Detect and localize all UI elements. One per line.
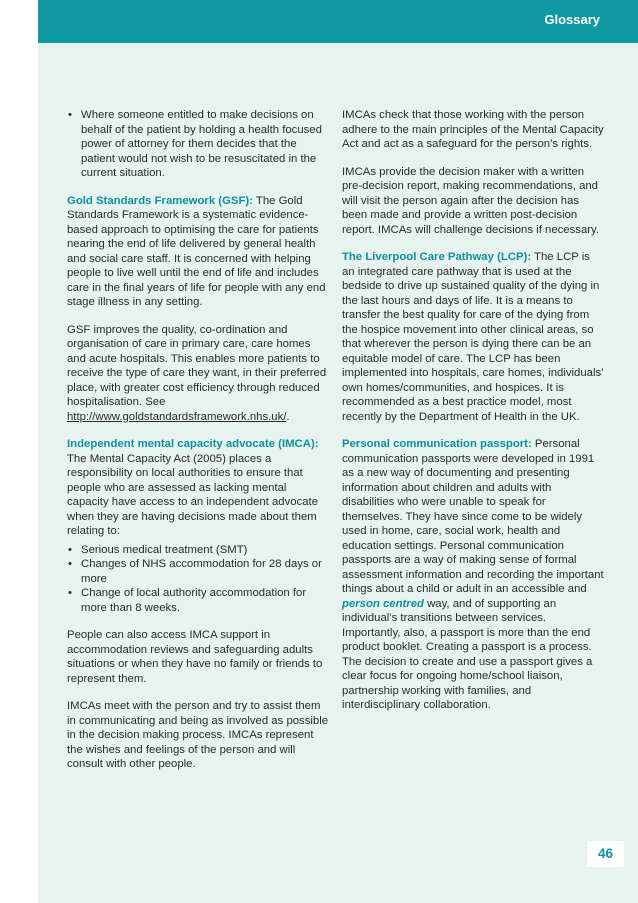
gsf-text: The Gold Standards Framework is a systematic evidence-based approach to optimising the care for patients nearing the end of life delivered by general health and social care staff. It is concerned with helping people to live well until the end of life and includes care in the final years of life for people with any end stage illness in any setting. bbox=[67, 194, 326, 308]
imca-paragraph-5: IMCAs provide the decision maker with a written pre-decision report, making recommendations, and will visit the person again after the decision has been made and provide a written post-decision report. IMCAs will challenge decisions if necessary. bbox=[342, 165, 600, 236]
imca-definition bbox=[67, 437, 329, 539]
page-number: 46 bbox=[587, 841, 624, 867]
pcp-emphasis: person centred bbox=[342, 597, 424, 610]
list-item: • Change of local authority accommodation for more than 8 weeks. bbox=[67, 586, 329, 615]
pcp-text-a: Personal communication passports were developed in 1991 as a new way of documenting and presenting information about children and adults with disabilities who were unable to speak for themselves. They have since come to be widely used in home, care, social work, health and education settings. Personal communication passports are a way of making sense of formal assessment information and recording the important things about a child or adult in an accessible and bbox=[342, 438, 604, 595]
list-item: • Serious medical treatment (SMT) bbox=[67, 543, 329, 558]
gsf-definition bbox=[67, 194, 329, 310]
gsf-para2: GSF improves the quality, co-ordination and organisation of care in primary care, care homes and acute hospitals. This enables more patients to receive the type of care they want, in their preferred place, with greater cost efficiency through reduced hospitalisation. See bbox=[67, 323, 327, 408]
lcp-text: The LCP is an integrated care pathway that is used at the bedside to drive up sustained quality of the dying in the last hours and days of life. It is a means to transfer the best quality for care of the dying from the hospice movement into other clinical areas, so that wherever the person is dying there can be an equitable model of care. The LCP has been implemented into hospitals, care homes, individuals’ own homes/communities, and hospices. It is recommended as a best practice model, most recently by the Department of Health in the UK. bbox=[342, 251, 604, 423]
left-column bbox=[67, 108, 329, 785]
gsf-paragraph bbox=[67, 323, 329, 425]
gsf-term: Gold Standards Framework (GSF): bbox=[67, 194, 253, 207]
section-title: Glossary bbox=[544, 12, 600, 27]
intro-bullet-list bbox=[67, 108, 329, 181]
pcp-definition bbox=[342, 437, 604, 713]
imca-text: The Mental Capacity Act (2005) places a responsibility on local authorities to ensure that people who are assessed as lacking mental capacity have access to an independent advocate when they are having decisions made about them relating to: bbox=[67, 452, 318, 537]
imca-paragraph-4: IMCAs check that those working with the person adhere to the main principles of the Mental Capacity Act and act as a safeguard for the person’s rights. bbox=[342, 109, 604, 150]
imca-paragraph-2: People can also access IMCA support in accommodation reviews and safeguarding adults situations or when they have no family or friends to represent them. bbox=[67, 629, 323, 685]
imca-term: Independent mental capacity advocate (IMCA): bbox=[67, 438, 319, 450]
list-item: • Where someone entitled to make decisions on behalf of the patient by holding a health focused power of attorney for them decides that the patient would not wish to be resuscitated in the current situation. bbox=[67, 108, 329, 181]
header-bar bbox=[38, 0, 638, 43]
gsf-website-link[interactable]: http://www.goldstandardsframework.nhs.uk/ bbox=[67, 410, 287, 423]
lcp-definition bbox=[342, 250, 604, 424]
imca-bullet-list bbox=[67, 543, 329, 616]
pcp-term: Personal communication passport: bbox=[342, 438, 532, 450]
lcp-term: The Liverpool Care Pathway (LCP): bbox=[342, 251, 532, 263]
imca-paragraph-3: IMCAs meet with the person and try to assist them in communicating and being as involved as possible in the decision making process. IMCAs represent the wishes and feelings of the person and will consult with other people. bbox=[67, 700, 329, 770]
gsf-link-after: . bbox=[286, 410, 290, 423]
pcp-text-b: way, and of supporting an individual’s transitions between services. Importantly, also, a passport is more than the end product booklet. Creating a passport is a process. The decision to create and use a passport gives a clear focus for ongoing home/school liaison, partnership working with families, and interdisciplinary collaboration. bbox=[342, 597, 593, 711]
list-item: • Changes of NHS accommodation for 28 days or more bbox=[67, 557, 329, 586]
right-column bbox=[342, 108, 604, 726]
